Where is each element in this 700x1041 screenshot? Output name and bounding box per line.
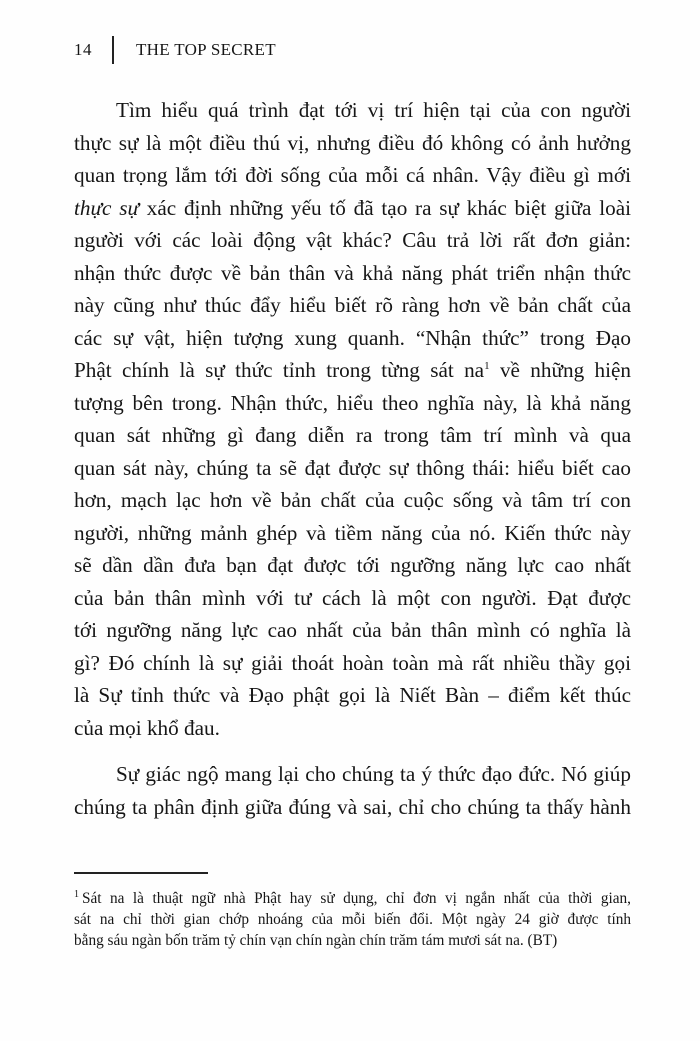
text-line: là Sự tỉnh thức và Đạo phật gọi là Niết Bàn – điểm kết thúc — [74, 683, 631, 707]
text-line: nhận thức được về bản thân và khả năng phát triển nhận thức — [74, 260, 631, 285]
text-line: gì? Đó chính là sự giải thoát hoàn toàn mà rất nhiều thầy gọi — [74, 650, 631, 675]
text-line-rest: xác định những yếu tố đã tạo ra sự khác biệt giữa loài — [146, 195, 632, 220]
body-text — [74, 94, 631, 823]
text-line: sẽ dần dần đưa bạn đạt được tới ngưỡng năng lực cao nhất — [74, 553, 631, 577]
text-line: người, những mảnh ghép và tiềm năng của nó. Kiến thức này — [74, 520, 631, 545]
paragraph-2 — [74, 758, 631, 823]
text-line: của bản thân mình với tư cách là một con người. Đạt được — [74, 585, 631, 610]
header-divider — [112, 36, 114, 64]
italic-emphasis: thực sự — [74, 195, 140, 220]
text-line: Tìm hiểu quá trình đạt tới vị trí hiện tại của con người — [116, 98, 631, 122]
text-line-with-footnote — [74, 354, 631, 387]
footnote-mark: 1 — [74, 888, 79, 900]
footnote-line — [74, 888, 631, 909]
text-line: quan trọng lắm tới đời sống của mỗi cá nhân. Vậy điều gì mới — [74, 163, 631, 187]
text-line-start: Phật chính là sự thức tỉnh trong từng sát na — [74, 358, 485, 382]
footnote-divider — [74, 872, 208, 874]
text-line: quan sát những gì đang diễn ra trong tâm trí mình và qua — [74, 423, 631, 447]
text-line: Sự giác ngộ mang lại cho chúng ta ý thức đạo đức. Nó giúp — [116, 762, 631, 786]
text-line: người với các loài động vật khác? Câu trả lời rất đơn giản: — [74, 228, 631, 252]
footnote-line: bằng sáu ngàn bốn trăm tỷ chín vạn chín ngàn chín trăm tám mươi sát na. (BT) — [74, 932, 558, 949]
text-line: tới ngưỡng năng lực cao nhất của bản thân mình có nghĩa là — [74, 618, 631, 642]
footnote — [74, 888, 631, 951]
text-line: của mọi khổ đau. — [74, 715, 220, 740]
running-head — [74, 36, 276, 64]
text-line-end: về những hiện — [499, 358, 631, 382]
text-line: thực sự là một điều thú vị, nhưng điều đó không có ảnh hưởng — [74, 130, 631, 155]
footnote-reference[interactable]: 1 — [484, 359, 490, 372]
text-line: này cũng như thúc đẩy hiểu biết rõ ràng hơn về bản chất của — [74, 293, 631, 317]
book-title: THE TOP SECRET — [136, 40, 276, 59]
text-line-with-emphasis — [74, 192, 631, 225]
text-line: các sự vật, hiện tượng xung quanh. “Nhận thức” trong Đạo — [74, 325, 631, 350]
footnote-text: Sát na là thuật ngữ nhà Phật hay sử dụng, chỉ đơn vị ngắn nhất của thời gian, — [82, 890, 631, 907]
text-line: quan sát này, chúng ta sẽ đạt được sự thông thái: hiểu biết cao — [74, 455, 631, 480]
page-number: 14 — [74, 40, 92, 59]
text-line: hơn, mạch lạc hơn về bản chất của cuộc sống và tâm trí con — [74, 488, 631, 512]
paragraph-1 — [74, 94, 631, 744]
text-line: tượng bên trong. Nhận thức, hiểu theo nghĩa này, là khả năng — [74, 390, 631, 415]
text-line: chúng ta phân định giữa đúng và sai, chỉ cho chúng ta thấy hành — [74, 794, 631, 819]
footnote-line: sát na chỉ thời gian chớp nhoáng của mỗi biến đổi. Một ngày 24 giờ được tính — [74, 911, 631, 928]
